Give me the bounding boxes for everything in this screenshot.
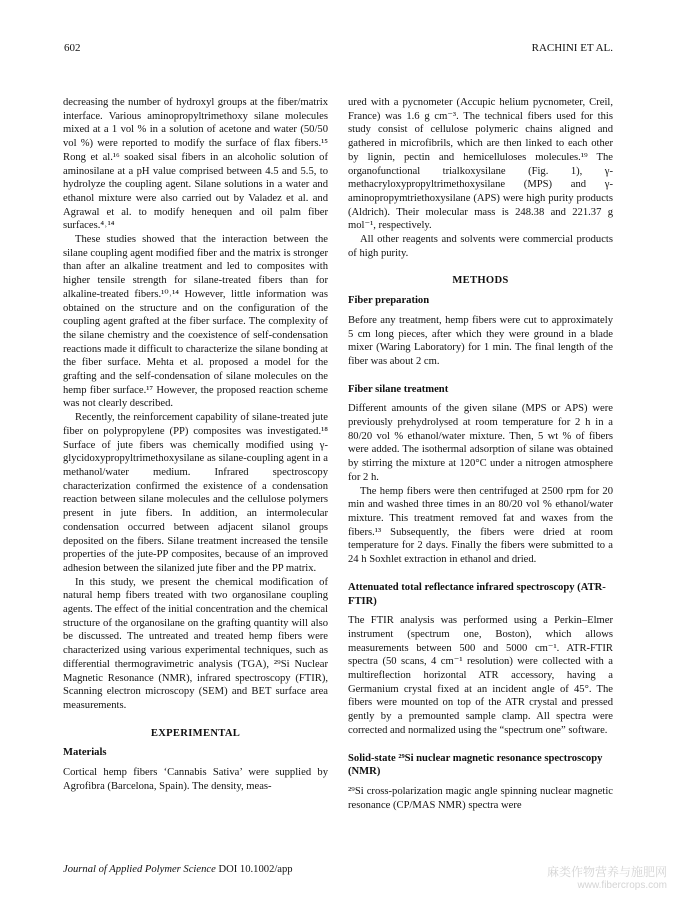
- section-heading-methods: METHODS: [452, 275, 509, 287]
- right-column: [348, 96, 613, 812]
- paragraph: ²⁹Si cross-polarization magic angle spinning nuclear magnetic resonance (CP/MAS NMR) spectra were: [348, 785, 613, 811]
- running-title: RACHINI ET AL.: [531, 42, 613, 54]
- journal-name: Journal of Applied Polymer Science: [63, 864, 216, 875]
- subsection-heading-nmr: Solid-state ²⁹Si nuclear magnetic resonance spectroscopy (NMR): [348, 752, 603, 778]
- paragraph: ured with a pycnometer (Accupic helium pycnometer, Creil, France) was 1.6 g cm⁻³. The technical fibers used for this study consist of cellulose polymeric chains aligned and gathered in microfibrils, which are then linked to each other by lignin, pectin and hemicelluloses molecules.¹⁹ The organofunctional trialkoxysilane (Fig. 1), γ-methacryloxypropyltrimethoxysilane (MPS) and γ-aminopropymtriethoxysilane (APS) were high purity products (Aldrich). Their molecular mass is 248.38 and 221.37 g mol⁻¹, respectively.: [348, 97, 613, 232]
- page-header: [64, 42, 613, 54]
- doi: DOI 10.1002/app: [218, 864, 293, 875]
- paragraph: Recently, the reinforcement capability of silane-treated jute fiber on polypropylene (PP) composites was investigated.¹⁸ Surface of jute fibers was chemically modified using γ-glycidoxypropyltrimethoxysilane as silane-coupling agent in a methanol/water medium. Infrared spectroscopy characterization confirmed the existence of a condensation reaction between silane molecules and the cellulose polymers present in jute fibers. In addition, an intermolecular condensation occurred between adjacent silanol groups deposited on the fibers. Silane treatment increased the tensile properties of the jute-PP composites, because of an improved adhesion between the silanized jute fiber and the PP matrix.: [63, 412, 328, 574]
- paragraph: Different amounts of the given silane (MPS or APS) were previously prehydrolysed at room temperature for 2 h in a 80/20 vol % ethanol/water mixture. Then, 5 wt % of fibers were added. The isothermal adsorption of silane was obtained by stirring the mixture at 120°C under a nitrogen atmosphere for 2 h.: [348, 403, 613, 483]
- subsection-heading-atr-ftir: Attenuated total reflectance infrared spectroscopy (ATR-FTIR): [348, 581, 606, 607]
- subsection-heading-silane-treatment: Fiber silane treatment: [348, 383, 449, 395]
- watermark-url: www.fibercrops.com: [577, 880, 667, 891]
- page-number: 602: [64, 42, 81, 54]
- paragraph: The FTIR analysis was performed using a Perkin–Elmer instrument (spectrum one, Boston), which allows measurements between 500 and 5000 cm⁻¹. ATR-FTIR spectra (50 scans, 4 cm⁻¹ resolution) were collected with a multireflection horizontal ATR accessory, having a Germanium crystal fixed at an incident angle of 45°. The fibers were mounted on top of the ATR crystal and pressed gently by a premounted sample clamp. All spectra were corrected and normalized using the “spectrum one” software.: [348, 615, 613, 736]
- subsection-heading-materials: Materials: [63, 747, 107, 759]
- paragraph: These studies showed that the interaction between the silane coupling agent modified fiber and the matrix is stronger than after an alkaline treatment and led to composites with higher tensile strength for silane-treated fibers than for alkaline-treated fibers.¹⁰˒¹⁴ However, little information was obtained on the structure and on the configuration of the coupling agent grafted at the fiber surface. The complexity of the silane chemistry and the coexistence of self-condensation reactions made it difficult to characterize the silane bonding at the fiber surface. Mehta et al. proposed a model for the grafting and the self-condensation of silane molecules on the hemp fiber surface.¹⁷ However, the proposed reaction scheme was not clearly described.: [63, 234, 328, 410]
- left-column: [63, 96, 328, 793]
- paragraph: Before any treatment, hemp fibers were cut to approximately 5 cm long pieces, after which they were ground in a blade mixer (Waring Laboratory) for 1 min. The final length of the fiber was about 2 cm.: [348, 314, 613, 367]
- paragraph: All other reagents and solvents were commercial products of high purity.: [348, 234, 613, 259]
- section-heading-experimental: EXPERIMENTAL: [150, 727, 241, 739]
- watermark-text: 麻类作物营养与施肥网: [546, 865, 667, 879]
- watermark: [547, 863, 667, 891]
- paragraph: In this study, we present the chemical modification of natural hemp fibers treated with two organosilane coupling agents. The effect of the initial concentration and the chemical structure of the organosilane on the grafting quantity will also be discussed. The untreated and treated hemp fibers were characterized using various experimental techniques, such as differential thermogravimetric analysis (TGA), ²⁹Si Nuclear Magnetic Resonance (NMR), infrared spectroscopy (FTIR), Scanning electron microscopy (SEM) and BET surface area measurements.: [63, 576, 328, 711]
- paragraph: Cortical hemp fibers ‘Cannabis Sativa’ were supplied by Agrofibra (Barcelona, Spain). The density, meas-: [63, 767, 328, 792]
- paragraph: decreasing the number of hydroxyl groups at the fiber/matrix interface. Various aminopropyltrimethoxy silane molecules mixed at a 1 vol % in a solution of acetone and water (50/50 vol %) were reported to modify the surface of flax fibers.¹⁵ Rong et al.¹⁶ soaked sisal fibers in an alcoholic solution of aminosilane at a pH value comprised between 4.5 and 5.5, to hydrolyze the coupling agent. Silane solutions in a water and ethanol mixture were also carried out by Valadez et al. and Agrawal et al. to modify henequen and oil palm fiber surfaces.⁴˒¹⁴: [63, 97, 328, 232]
- paragraph: The hemp fibers were then centrifuged at 2500 rpm for 20 min and washed three times in an 80/20 vol % ethanol/water mixture. This treatment removed fat and waxes from the fibers.¹³ Subsequently, the fibers were dried at room temperature for 2 days. Finally the fibers were submitted to a 24 h Soxhlet extraction in ethanol and dried.: [348, 485, 613, 566]
- page-footer: [63, 864, 293, 875]
- subsection-heading-fiber-preparation: Fiber preparation: [348, 295, 430, 307]
